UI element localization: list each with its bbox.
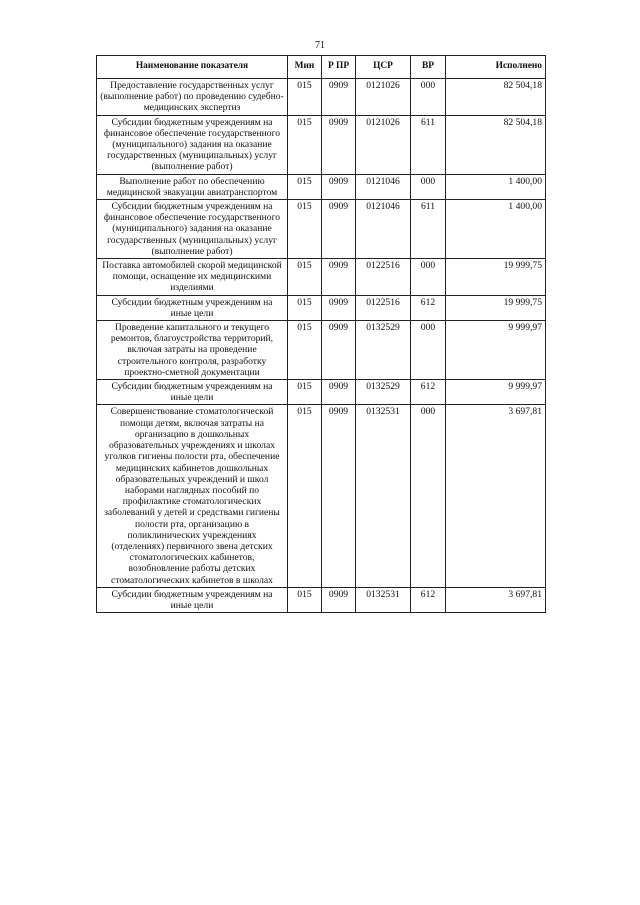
row-amount: 3 697,81 (446, 405, 546, 587)
row-rpr: 0909 (322, 79, 356, 116)
row-rpr: 0909 (322, 405, 356, 587)
header-ispolneno: Исполнено (446, 56, 546, 79)
table-row (97, 259, 546, 296)
header-csr: ЦСР (356, 56, 411, 79)
row-amount: 9 999,97 (446, 321, 546, 380)
row-name: Совершенствование стоматологической помощи детям, включая затраты на организацию в дошкольных образовательных учреждениях и школах уголков гигиены полости рта, обеспечение медицинских кабинетов дошкольных образовательных учреждений и школ наборами наглядных пособий по профилактике стоматологических заболеваний у детей и средствами гигиены полости рта, организацию в поликлинических учреждениях (отделениях) первичного звена детских стоматологических кабинетов, возобновление работы детских стоматологических кабинетов в школах (97, 405, 288, 587)
table-row (97, 380, 546, 405)
table-row (97, 405, 546, 587)
row-amount: 9 999,97 (446, 380, 546, 405)
row-csr: 0122516 (356, 295, 411, 320)
row-min: 015 (288, 200, 322, 259)
table-row (97, 79, 546, 116)
row-csr: 0132529 (356, 321, 411, 380)
row-csr: 0121026 (356, 79, 411, 116)
row-amount: 1 400,00 (446, 200, 546, 259)
row-vr: 000 (411, 321, 446, 380)
table-row (97, 200, 546, 259)
row-vr: 000 (411, 79, 446, 116)
row-csr: 0121046 (356, 200, 411, 259)
table-row (97, 321, 546, 380)
table-row (97, 587, 546, 612)
table-header-row (97, 56, 546, 79)
header-name: Наименование показателя (97, 56, 288, 79)
row-min: 015 (288, 115, 322, 174)
row-rpr: 0909 (322, 200, 356, 259)
table-row (97, 174, 546, 199)
row-csr: 0132529 (356, 380, 411, 405)
row-rpr: 0909 (322, 380, 356, 405)
table-row (97, 115, 546, 174)
row-name: Субсидии бюджетным учреждениям на финансовое обеспечение государственного (муниципального) задания на оказание государственных (муниципальных) услуг (выполнение работ) (97, 200, 288, 259)
row-min: 015 (288, 79, 322, 116)
row-rpr: 0909 (322, 174, 356, 199)
row-name: Субсидии бюджетным учреждениям на иные цели (97, 380, 288, 405)
row-vr: 611 (411, 115, 446, 174)
row-min: 015 (288, 259, 322, 296)
row-csr: 0122516 (356, 259, 411, 296)
row-rpr: 0909 (322, 587, 356, 612)
row-name: Субсидии бюджетным учреждениям на иные цели (97, 295, 288, 320)
header-rpr: Р ПР (322, 56, 356, 79)
row-vr: 611 (411, 200, 446, 259)
row-csr: 0132531 (356, 405, 411, 587)
row-rpr: 0909 (322, 321, 356, 380)
header-min: Мин (288, 56, 322, 79)
row-amount: 3 697,81 (446, 587, 546, 612)
row-name: Субсидии бюджетным учреждениям на финансовое обеспечение государственного (муниципального) задания на оказание государственных (муниципальных) услуг (выполнение работ) (97, 115, 288, 174)
row-name: Выполнение работ по обеспечению медицинской эвакуации авиатранспортом (97, 174, 288, 199)
row-min: 015 (288, 587, 322, 612)
row-name: Проведение капитального и текущего ремонтов, благоустройства территорий, включая затраты на проведение строительного контроля, разработку проектно-сметной документации (97, 321, 288, 380)
row-rpr: 0909 (322, 115, 356, 174)
row-vr: 612 (411, 295, 446, 320)
row-amount: 1 400,00 (446, 174, 546, 199)
row-min: 015 (288, 295, 322, 320)
row-csr: 0121026 (356, 115, 411, 174)
page-number: 71 (315, 40, 325, 51)
row-vr: 000 (411, 405, 446, 587)
row-min: 015 (288, 174, 322, 199)
row-csr: 0121046 (356, 174, 411, 199)
row-rpr: 0909 (322, 295, 356, 320)
row-min: 015 (288, 405, 322, 587)
header-vr: ВР (411, 56, 446, 79)
budget-table (96, 55, 546, 613)
row-rpr: 0909 (322, 259, 356, 296)
row-amount: 82 504,18 (446, 115, 546, 174)
row-vr: 000 (411, 259, 446, 296)
row-min: 015 (288, 321, 322, 380)
row-amount: 19 999,75 (446, 259, 546, 296)
row-amount: 82 504,18 (446, 79, 546, 116)
row-name: Предоставление государственных услуг (выполнение работ) по проведению судебно-медицинских экспертиз (97, 79, 288, 116)
row-csr: 0132531 (356, 587, 411, 612)
row-name: Субсидии бюджетным учреждениям на иные цели (97, 587, 288, 612)
row-min: 015 (288, 380, 322, 405)
row-vr: 000 (411, 174, 446, 199)
row-name: Поставка автомобилей скорой медицинской помощи, оснащение их медицинскими изделиями (97, 259, 288, 296)
row-vr: 612 (411, 380, 446, 405)
row-vr: 612 (411, 587, 446, 612)
table-row (97, 295, 546, 320)
row-amount: 19 999,75 (446, 295, 546, 320)
